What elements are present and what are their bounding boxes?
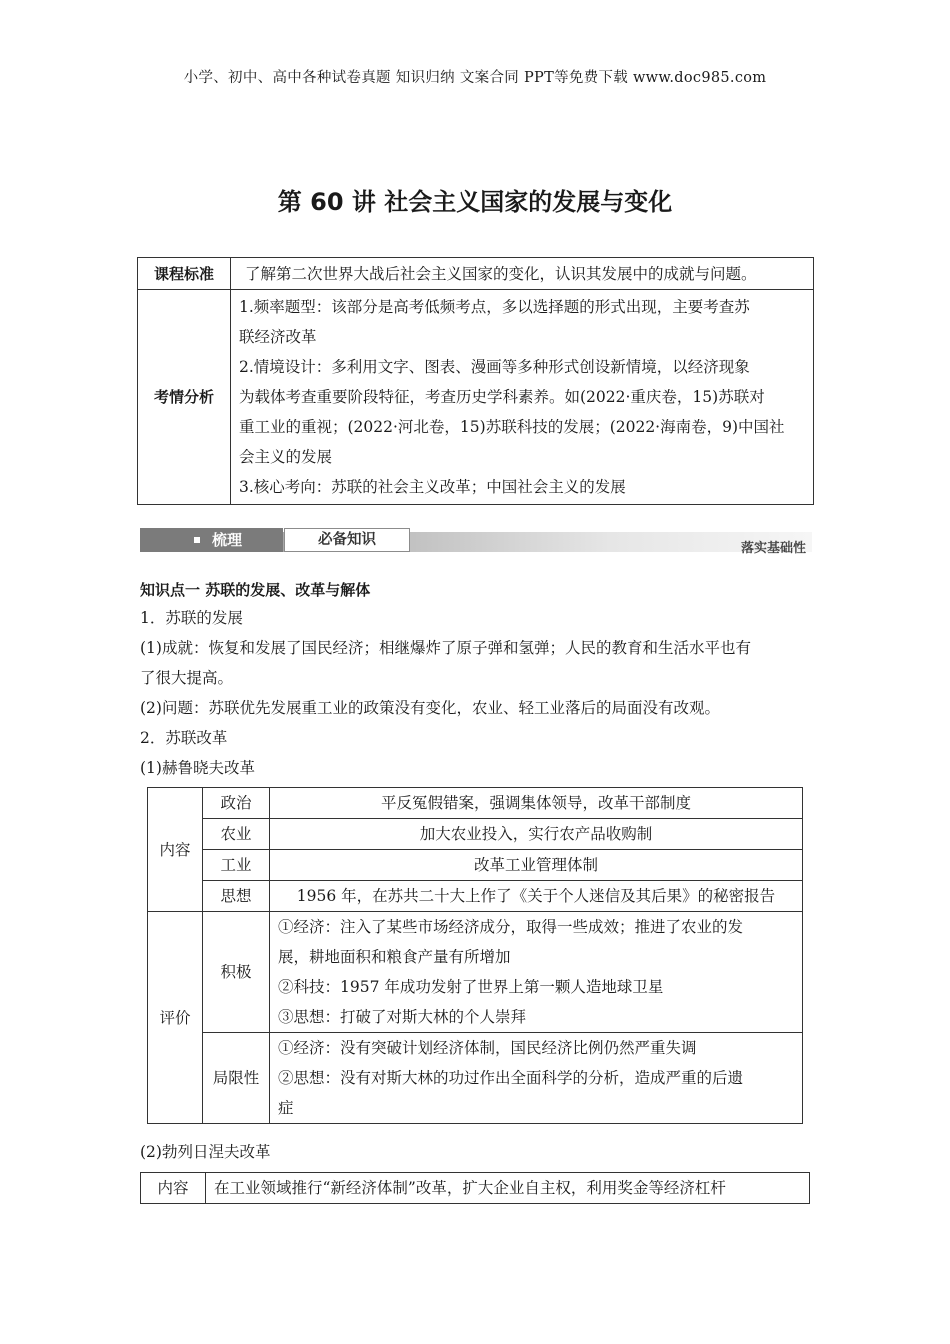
row-value: 平反冤假错案，强调集体领导，改革干部制度 (270, 788, 803, 819)
lesson-title: 第 60 讲 社会主义国家的发展与变化 (277, 188, 673, 216)
brezhnev-content-text: 在工业领域推行“新经济体制”改革，扩大企业自主权，利用奖金等经济杠杆 (206, 1173, 810, 1204)
analysis-line: 重工业的重视；(2022·河北卷，15)苏联科技的发展；(2022·海南卷，9)中国社 (239, 418, 785, 436)
section-heading: 知识点一 苏联的发展、改革与解体 (140, 581, 371, 599)
row-key: 思想 (203, 881, 270, 912)
limit-line: ②思想：没有对斯大林的功过作出全面科学的分析，造成严重的后遗 (278, 1069, 744, 1087)
paragraph: (1)成就：恢复和发展了国民经济；相继爆炸了原子弹和氢弹；人民的教育和生活水平也有 (140, 639, 751, 657)
paragraph: 1．苏联的发展 (140, 609, 243, 627)
brezhnev-reform-table (140, 1172, 810, 1204)
row-key: 农业 (203, 819, 270, 850)
content-label: 内容 (148, 788, 203, 912)
analysis-label: 考情分析 (138, 290, 231, 505)
standards-table (137, 257, 814, 505)
analysis-line: 会主义的发展 (239, 448, 333, 466)
paragraph: (1)赫鲁晓夫改革 (140, 759, 255, 777)
positive-label: 积极 (203, 912, 270, 1033)
square-icon (194, 537, 200, 543)
row-value: 加大农业投入，实行农产品收购制 (270, 819, 803, 850)
limit-label: 局限性 (203, 1033, 270, 1124)
khrushchev-reform-table (147, 787, 803, 1124)
paragraph: 2．苏联改革 (140, 729, 228, 747)
limit-text (270, 1033, 803, 1124)
brezhnev-content-label: 内容 (141, 1173, 206, 1204)
row-value: 改革工业管理体制 (270, 850, 803, 881)
paragraph: (2)勃列日涅夫改革 (140, 1143, 271, 1161)
paragraph: (2)问题：苏联优先发展重工业的政策没有变化，农业、轻工业落后的局面没有改观。 (140, 699, 720, 717)
positive-line: ②科技：1957 年成功发射了世界上第一颗人造地球卫星 (278, 978, 664, 996)
row-key: 政治 (203, 788, 270, 819)
row-key: 工业 (203, 850, 270, 881)
positive-text (270, 912, 803, 1033)
analysis-line: 1.频率题型：该部分是高考低频考点，多以选择题的形式出现，主要考查苏 (239, 298, 750, 316)
section-banner (140, 528, 812, 554)
standards-text: 了解第二次世界大战后社会主义国家的变化，认识其发展中的成就与问题。 (231, 258, 814, 290)
banner-right-label: 落实基础性 (740, 541, 806, 556)
paragraph: 了很大提高。 (140, 669, 234, 687)
analysis-line: 2.情境设计：多利用文字、图表、漫画等多种形式创设新情境，以经济现象 (239, 358, 750, 376)
row-value: 1956 年，在苏共二十大上作了《关于个人迷信及其后果》的秘密报告 (270, 881, 803, 912)
analysis-text (231, 290, 814, 505)
banner-tag-primary-label: 梳理 (212, 531, 243, 549)
positive-line: 展，耕地面积和粮食产量有所增加 (278, 948, 511, 966)
eval-label: 评价 (148, 912, 203, 1124)
page-header: 小学、初中、高中各种试卷真题 知识归纳 文案合同 PPT等免费下载 www.doc985.com (183, 70, 767, 86)
positive-line: ①经济：注入了某些市场经济成分，取得一些成效；推进了农业的发 (278, 918, 744, 936)
analysis-line: 联经济改革 (239, 328, 317, 346)
standards-label: 课程标准 (138, 258, 231, 290)
analysis-line: 3.核心考向：苏联的社会主义改革；中国社会主义的发展 (239, 478, 626, 496)
banner-tag-secondary: 必备知识 (284, 528, 410, 552)
analysis-line: 为载体考查重要阶段特征，考查历史学科素养。如(2022·重庆卷，15)苏联对 (239, 388, 765, 406)
limit-line: 症 (278, 1099, 294, 1117)
banner-tag-primary (140, 528, 283, 552)
limit-line: ①经济：没有突破计划经济体制，国民经济比例仍然严重失调 (278, 1039, 697, 1057)
positive-line: ③思想：打破了对斯大林的个人崇拜 (278, 1008, 527, 1026)
